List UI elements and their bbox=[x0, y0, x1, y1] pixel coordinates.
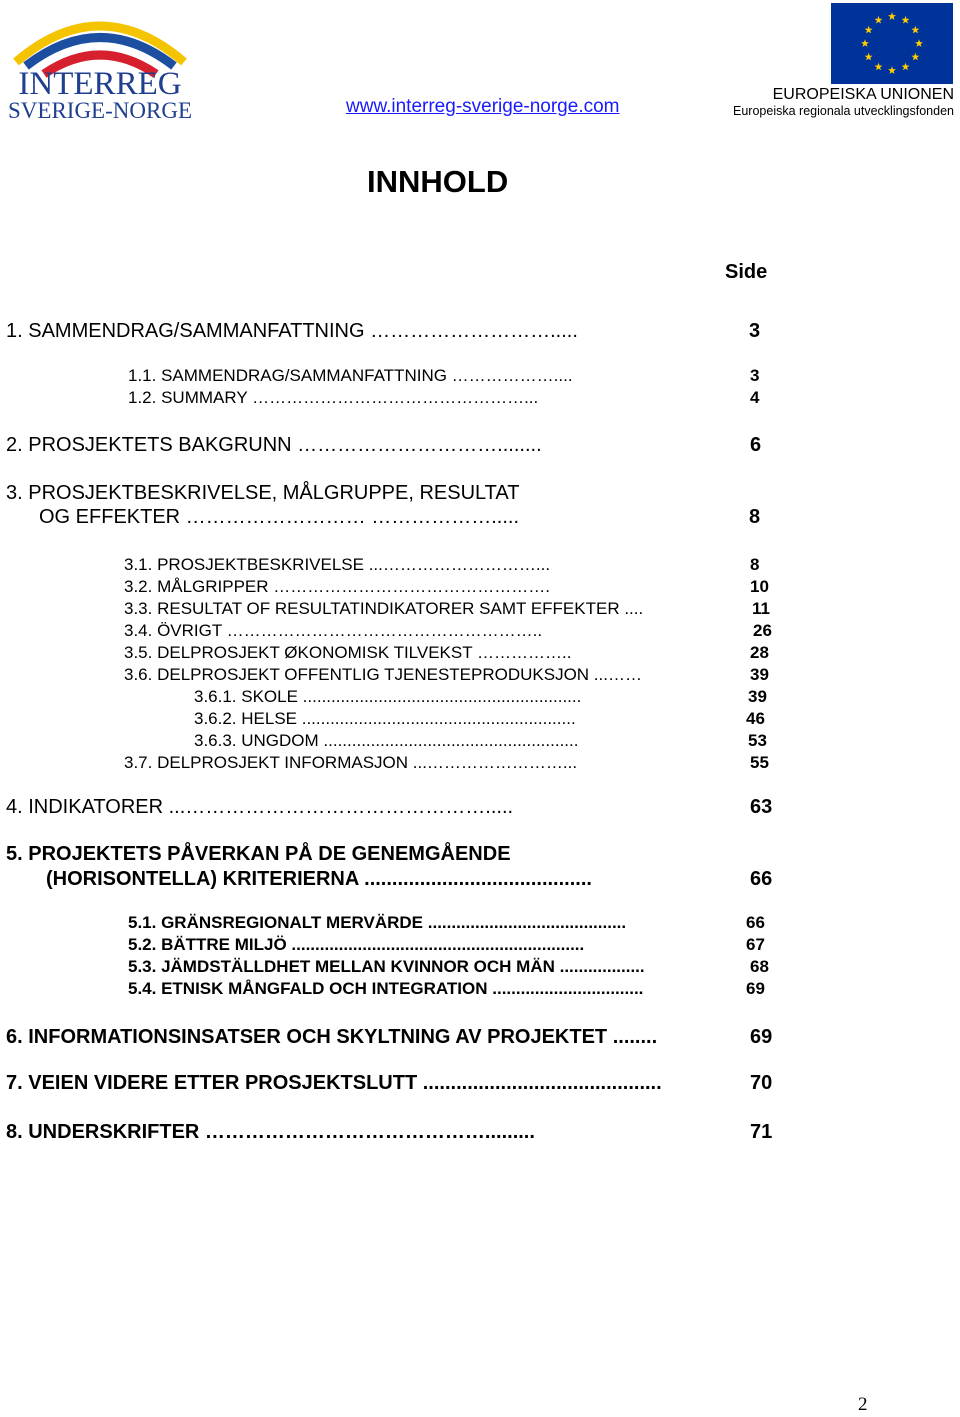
toc-page-3-5: 28 bbox=[750, 643, 769, 662]
side-column-label: Side bbox=[725, 261, 768, 283]
toc-entry-1-1[interactable]: 1.1. SAMMENDRAG/SAMMANFATTNING ……………….... bbox=[128, 366, 573, 385]
toc-entry-3[interactable]: 3. PROSJEKTBESKRIVELSE, MÅLGRUPPE, RESULTAT bbox=[6, 482, 520, 504]
toc-page-5-3: 68 bbox=[750, 957, 769, 976]
toc-page-5-4: 69 bbox=[746, 979, 765, 998]
toc-page-3-6-3: 53 bbox=[748, 731, 767, 750]
toc-entry-3-6[interactable]: 3.6. DELPROSJEKT OFFENTLIG TJENESTEPRODUKSJON ...…… bbox=[124, 665, 642, 684]
toc-entry-5-3[interactable]: 5.3. JÄMDSTÄLLDHET MELLAN KVINNOR OCH MÄN .................. bbox=[128, 957, 645, 976]
toc-page-8: 71 bbox=[750, 1121, 773, 1143]
toc-page-3-7: 55 bbox=[750, 753, 769, 772]
toc-entry-3-3[interactable]: 3.3. RESULTAT OF RESULTATINDIKATORER SAMT EFFEKTER .... bbox=[124, 599, 644, 618]
toc-entry-5-1[interactable]: 5.1. GRÄNSREGIONALT MERVÄRDE .......................................... bbox=[128, 913, 627, 932]
toc-entry-3-4[interactable]: 3.4. ÖVRIGT ……………………………………………….. bbox=[124, 621, 543, 640]
toc-entry-3-1[interactable]: 3.1. PROSJEKTBESKRIVELSE ...………………………... bbox=[124, 555, 551, 574]
toc-entry-3-6-2[interactable]: 3.6.2. HELSE .......................................................... bbox=[194, 709, 576, 728]
toc-entry-4[interactable]: 4. INDIKATORER ...………………………………………..... bbox=[6, 796, 514, 818]
toc-page-7: 70 bbox=[750, 1072, 773, 1094]
toc-page-5-1: 66 bbox=[746, 913, 765, 932]
toc-entry-6[interactable]: 6. INFORMATIONSINSATSER OCH SKYLTNING AV PROJEKTET ........ bbox=[6, 1026, 658, 1048]
toc-page-5: 66 bbox=[750, 868, 773, 890]
toc-page-5-2: 67 bbox=[746, 935, 765, 954]
svg-text:SVERIGE-NORGE: SVERIGE-NORGE bbox=[8, 98, 192, 122]
toc-page-1-2: 4 bbox=[750, 388, 760, 407]
toc-page-3-4: 26 bbox=[753, 621, 772, 640]
toc-page-3-6-2: 46 bbox=[746, 709, 765, 728]
toc-entry-3-6-1[interactable]: 3.6.1. SKOLE ........................................................... bbox=[194, 687, 582, 706]
toc-entry-7[interactable]: 7. VEIEN VIDERE ETTER PROSJEKTSLUTT ........................................... bbox=[6, 1072, 662, 1094]
toc-page-2: 6 bbox=[750, 434, 762, 456]
toc-page-1: 3 bbox=[749, 320, 761, 342]
toc-entry-2[interactable]: 2. PROSJEKTETS BAKGRUNN …………………………........ bbox=[6, 434, 542, 456]
eu-subtitle: Europeiska regionala utvecklingsfonden bbox=[733, 104, 954, 118]
toc-entry-5-cont[interactable]: (HORISONTELLA) KRITERIERNA ......................................... bbox=[46, 868, 592, 890]
eu-title: EUROPEISKA UNIONEN bbox=[772, 86, 954, 103]
toc-entry-1[interactable]: 1. SAMMENDRAG/SAMMANFATTNING ………………………..... bbox=[6, 320, 578, 342]
page-title: INNHOLD bbox=[367, 164, 509, 199]
toc-entry-3-6-3[interactable]: 3.6.3. UNGDOM ...................................................... bbox=[194, 731, 579, 750]
toc-page-3-1: 8 bbox=[750, 555, 760, 574]
toc-entry-3-2[interactable]: 3.2. MÅLGRIPPER …………………………………………. bbox=[124, 577, 550, 596]
interreg-logo bbox=[2, 4, 198, 122]
toc-entry-5[interactable]: 5. PROJEKTETS PÅVERKAN PÅ DE GENEMGÅENDE bbox=[6, 843, 511, 865]
toc-page-6: 69 bbox=[750, 1026, 773, 1048]
page-number: 2 bbox=[858, 1394, 868, 1415]
website-link[interactable]: www.interreg-sverige-norge.com bbox=[346, 96, 620, 117]
toc-entry-1-2[interactable]: 1.2. SUMMARY …………………………………………... bbox=[128, 388, 539, 407]
toc-entry-8[interactable]: 8. UNDERSKRIFTER ……………………………………......... bbox=[6, 1121, 535, 1143]
toc-page-3-6: 39 bbox=[750, 665, 769, 684]
toc-entry-3-5[interactable]: 3.5. DELPROSJEKT ØKONOMISK TILVEKST …………….. bbox=[124, 643, 572, 662]
toc-page-3-3: 11 bbox=[752, 599, 770, 618]
toc-page-4: 63 bbox=[750, 796, 773, 818]
toc-entry-3-cont[interactable]: OG EFFEKTER ……………………… ………………..... bbox=[39, 506, 520, 528]
eu-flag-icon bbox=[831, 3, 953, 84]
toc-page-3: 8 bbox=[749, 506, 761, 528]
toc-page-1-1: 3 bbox=[750, 366, 760, 385]
toc-page-3-6-1: 39 bbox=[748, 687, 767, 706]
toc-entry-5-2[interactable]: 5.2. BÄTTRE MILJÖ .............................................................. bbox=[128, 935, 585, 954]
svg-text:INTERREG: INTERREG bbox=[18, 66, 182, 102]
toc-entry-3-7[interactable]: 3.7. DELPROSJEKT INFORMASJON ...……………………... bbox=[124, 753, 578, 772]
toc-page-3-2: 10 bbox=[750, 577, 769, 596]
toc-entry-5-4[interactable]: 5.4. ETNISK MÅNGFALD OCH INTEGRATION ................................ bbox=[128, 979, 644, 998]
